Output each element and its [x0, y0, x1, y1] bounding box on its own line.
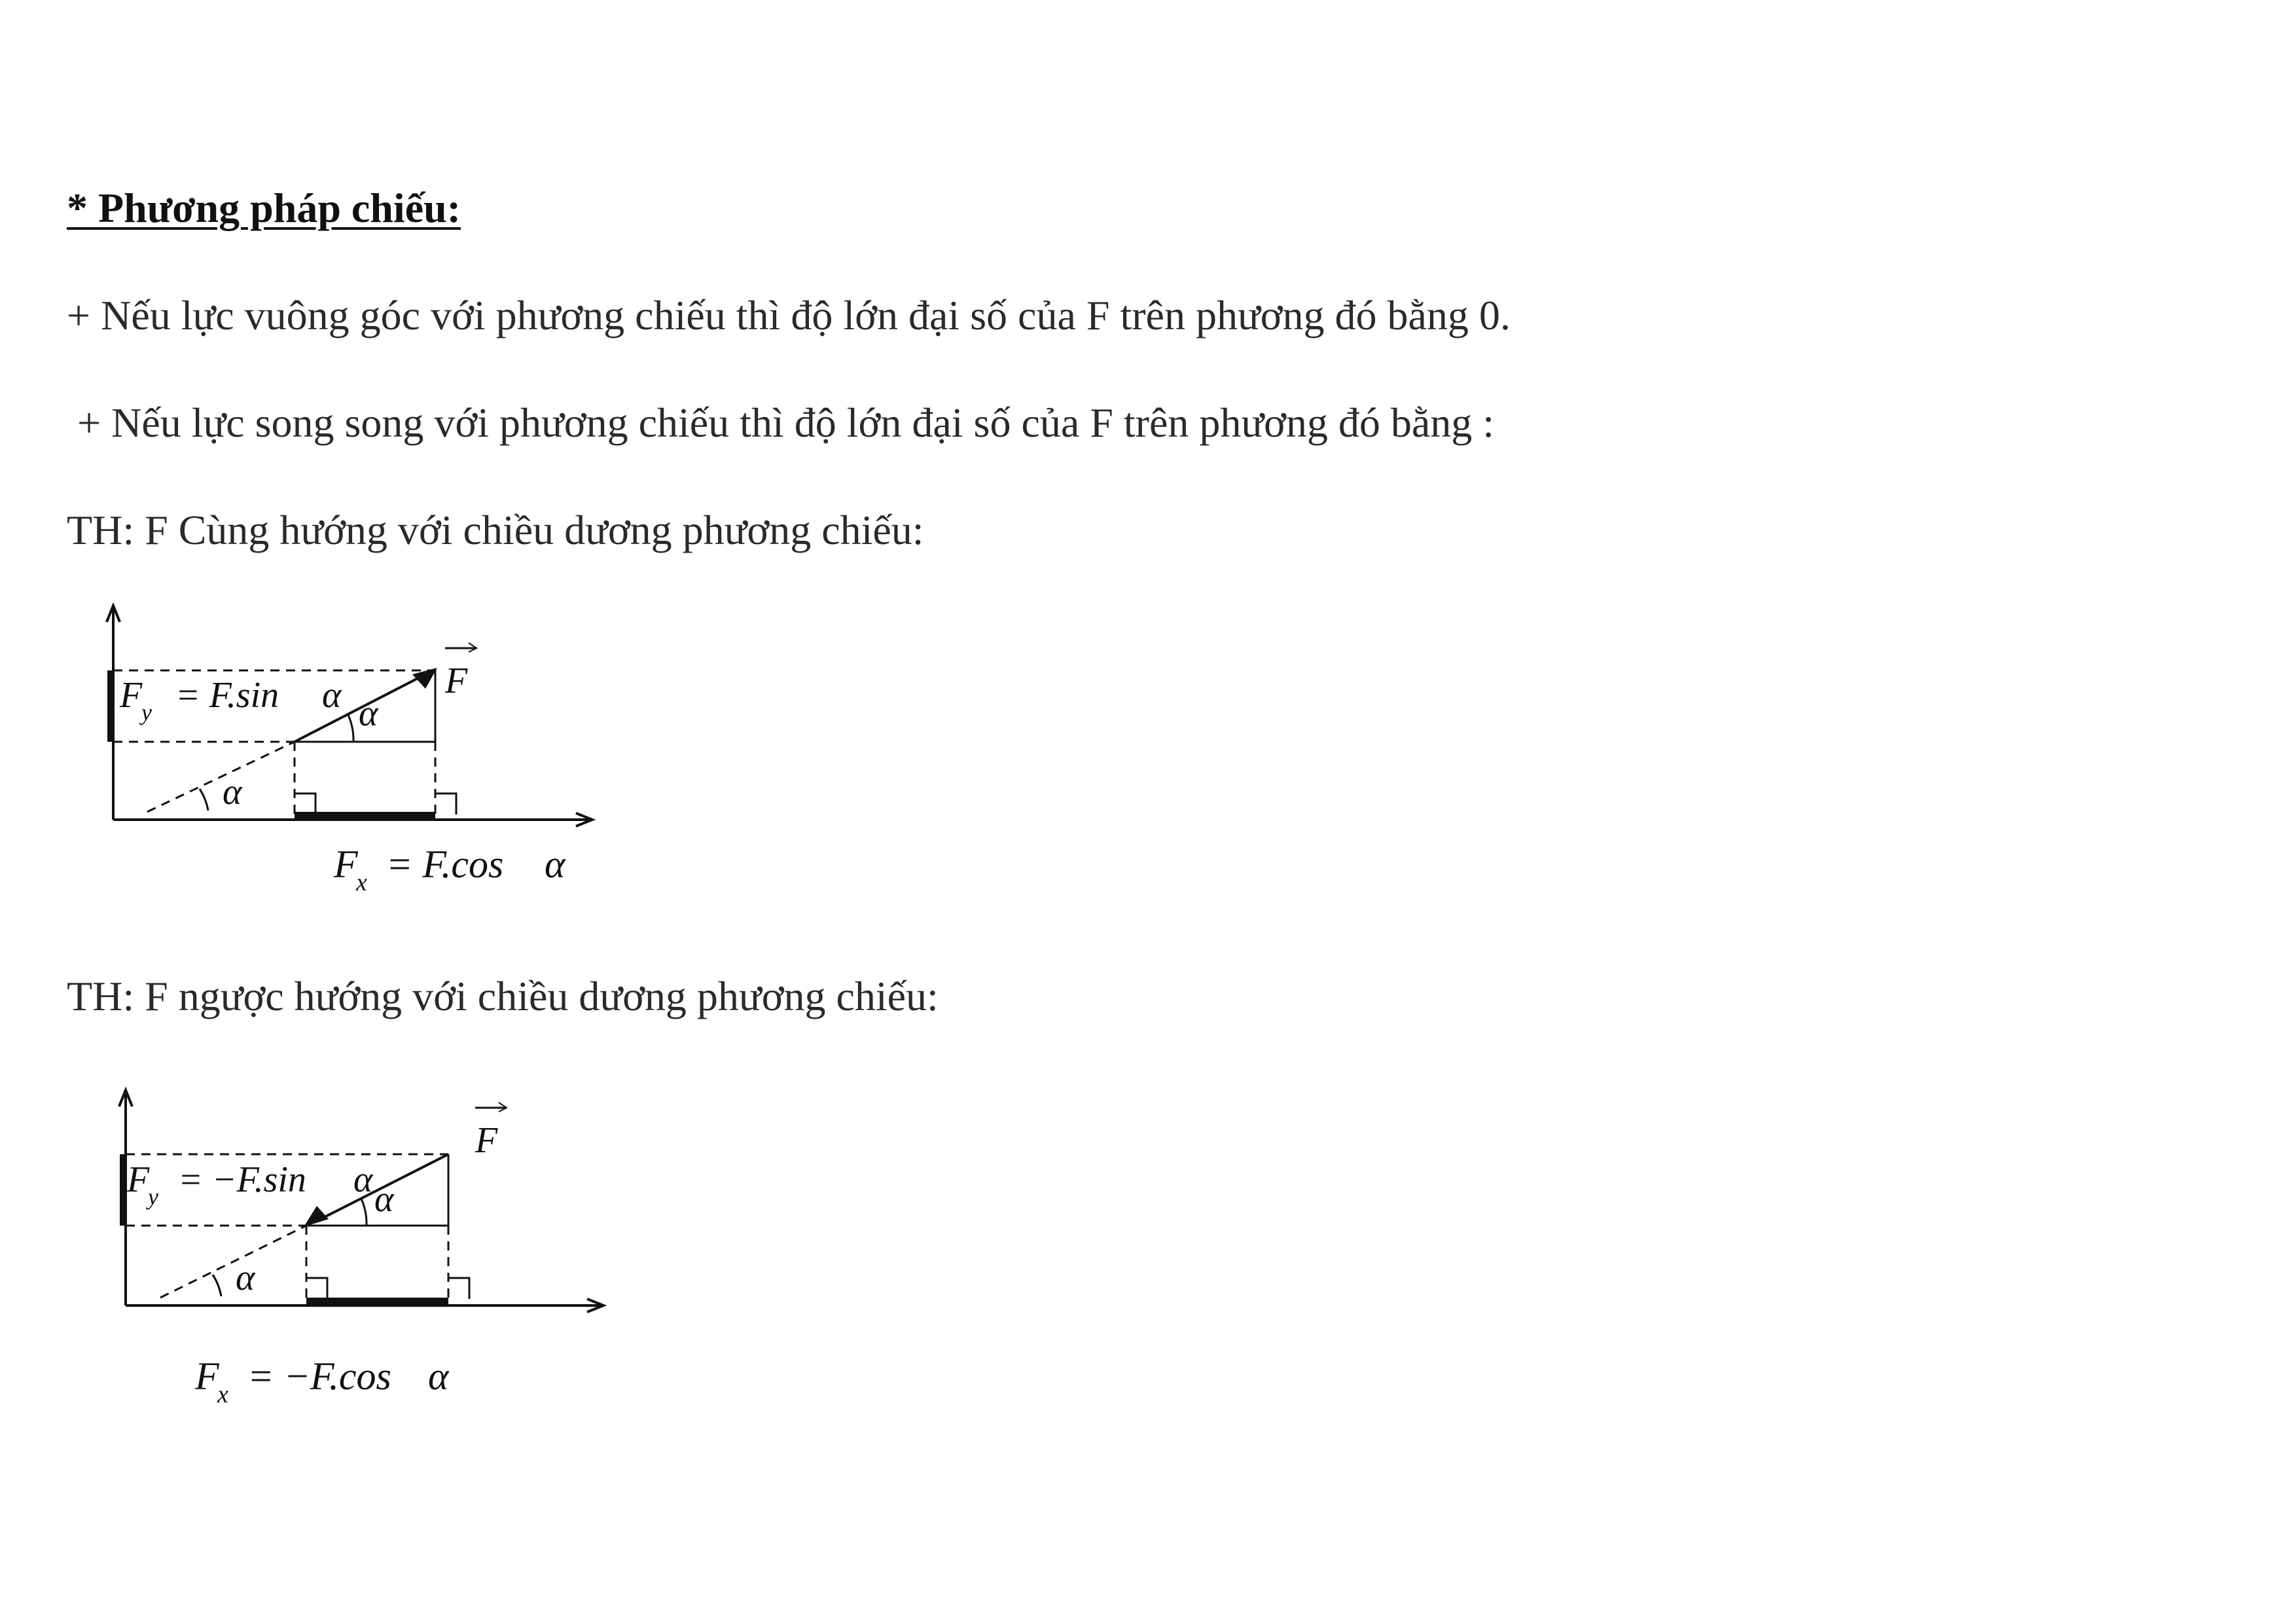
dashed-extension — [160, 1226, 306, 1298]
fy-formula: = F.sin — [175, 675, 279, 716]
fy-subscript: y — [148, 1184, 158, 1210]
fx-symbol: F — [195, 1355, 219, 1398]
fx-subscript: x — [356, 869, 367, 896]
fy-subscript: y — [141, 699, 152, 725]
fx-formula: = −F.cos — [247, 1355, 391, 1398]
angle-arc-inner — [361, 1199, 367, 1226]
fx-angle: α — [545, 843, 565, 886]
angle-label-outer: α — [223, 772, 242, 812]
fy-projection-bar — [120, 1154, 126, 1226]
section-heading: * Phương pháp chiếu: — [67, 185, 461, 231]
fx-angle: α — [428, 1355, 449, 1398]
fx-formula: = F.cos — [386, 843, 504, 886]
fx-subscript: x — [217, 1381, 228, 1408]
angle-label-outer: α — [236, 1258, 255, 1298]
case-same-direction-label: TH: F Cùng hướng với chiều dương phương chiếu: — [67, 507, 924, 553]
case-opposite-direction-label: TH: F ngược hướng với chiều dương phương chiếu: — [67, 973, 939, 1019]
rule-parallel: + Nếu lực song song với phương chiếu thì độ lớn đại số của F trên phương đó bằng : — [77, 399, 1495, 446]
fy-angle: α — [322, 675, 342, 716]
right-angle-mark-right — [448, 1278, 469, 1299]
fy-symbol: F — [127, 1159, 150, 1200]
force-label: F — [475, 1120, 498, 1161]
fx-projection-bar — [306, 1298, 448, 1304]
fx-symbol: F — [334, 843, 358, 886]
fy-symbol: F — [120, 675, 143, 716]
fy-formula: = −F.sin — [178, 1159, 306, 1200]
angle-label-inner: α — [359, 693, 378, 734]
force-label: F — [445, 661, 468, 701]
right-angle-mark-left — [306, 1278, 327, 1299]
angle-arc-outer — [213, 1275, 221, 1296]
rule-perpendicular: + Nếu lực vuông góc với phương chiếu thì độ lớn đại số của F trên phương đó bằng 0. — [67, 292, 1511, 338]
force-arrowhead — [304, 1206, 329, 1227]
angle-label-inner: α — [374, 1179, 394, 1220]
fy-angle: α — [353, 1159, 373, 1200]
